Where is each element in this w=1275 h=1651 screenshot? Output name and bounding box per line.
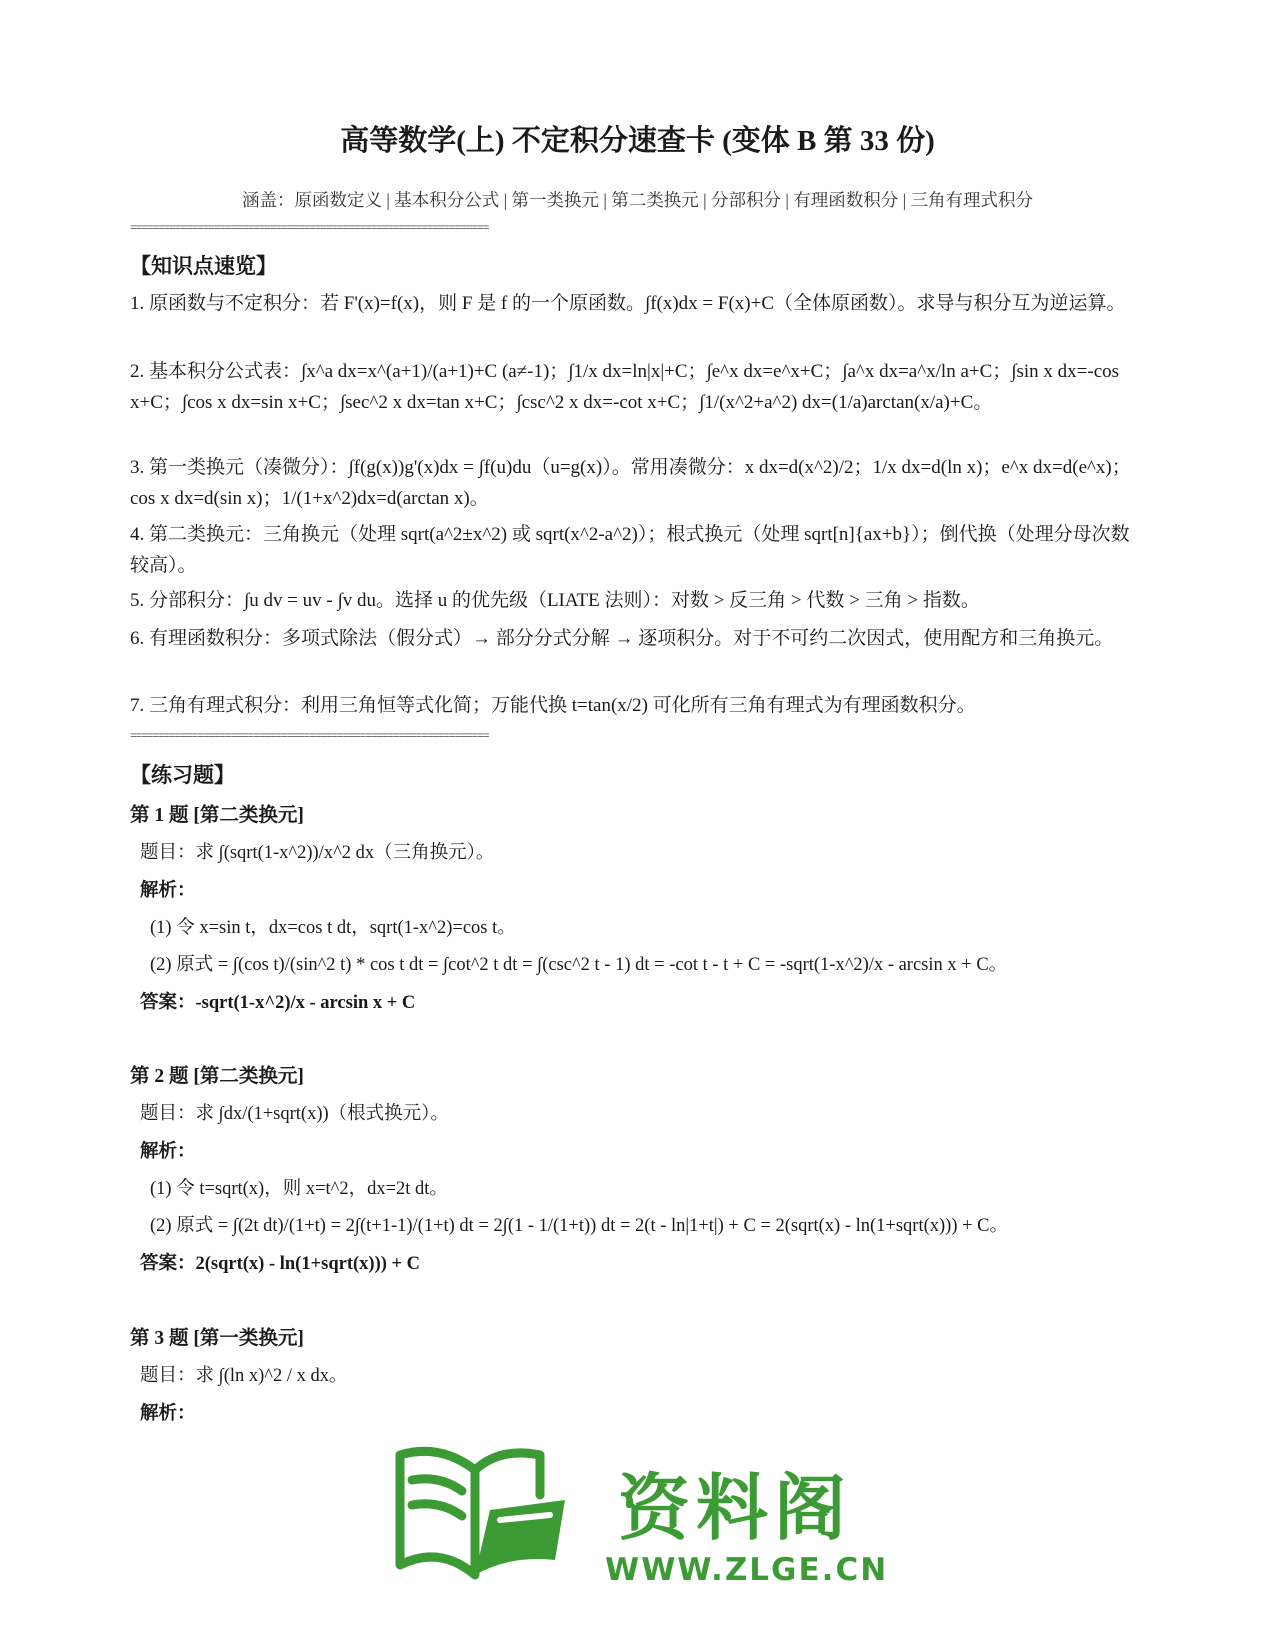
watermark-url: WWW.ZLGE.CN (605, 1552, 889, 1588)
problem-title: 第 1 题 [第二类换元] (130, 805, 304, 826)
analysis-label: 解析： (140, 881, 196, 901)
knowledge-item: 1. 原函数与不定积分：若 F'(x)=f(x)，则 F 是 f 的一个原函数。∫f(x)dx = F(x)+C（全体原函数）。求导与积分互为逆运算。 (130, 293, 1126, 314)
knowledge-item: 7. 三角有理式积分：利用三角恒等式化简；万能代换 t=tan(x/2) 可化所有三角有理式为有理函数积分。 (130, 695, 976, 716)
knowledge-item: 3. 第一类换元（凑微分）：∫f(g(x))g'(x)dx = ∫f(u)du（u=g(x)）。常用凑微分：x dx=d(x^2)/2；1/x dx=d(ln x)；e^x dx=d(e^x)；cos x dx=d(sin x)；1/(1+x^2)dx=d(arctan x)。 (130, 457, 1131, 509)
solution-step: (2) 原式 = ∫(cos t)/(sin^2 t) * cos t dt = ∫cot^2 t dt = ∫(csc^2 t - 1) dt = -cot t - t + C = -sqrt(1-x^2)/x - arcsin x + C。 (150, 955, 1008, 975)
problem-question: 题目：求 ∫(ln x)^2 / x dx。 (140, 1366, 348, 1386)
knowledge-item: 6. 有理函数积分：多项式除法（假分式）→ 部分分式分解 → 逐项积分。对于不可约二次因式，使用配方和三角换元。 (130, 628, 1114, 649)
watermark-logo (400, 1450, 889, 1610)
solution-step: (1) 令 x=sin t，dx=cos t dt，sqrt(1-x^2)=cos t。 (150, 918, 516, 938)
knowledge-item: 5. 分部积分：∫u dv = uv - ∫v du。选择 u 的优先级（LIATE 法则）：对数 > 反三角 > 代数 > 三角 > 指数。 (130, 590, 980, 611)
practice-heading: 【练习题】 (130, 763, 235, 787)
knowledge-heading: 【知识点速览】 (130, 254, 277, 278)
solution-step: (1) 令 t=sqrt(x)，则 x=t^2，dx=2t dt。 (150, 1179, 448, 1199)
problem-title: 第 2 题 [第二类换元] (130, 1066, 304, 1087)
problem-question: 题目：求 ∫(sqrt(1-x^2))/x^2 dx（三角换元）。 (140, 843, 495, 863)
analysis-label: 解析： (140, 1404, 196, 1424)
divider-rule: ================================================================ (130, 223, 489, 235)
book-icon (380, 1425, 580, 1585)
document-subtitle: 涵盖：原函数定义 | 基本积分公式 | 第一类换元 | 第二类换元 | 分部积分 | 有理函数积分 | 三角有理式积分 (241, 190, 1034, 210)
divider-rule: ================================================================ (130, 731, 489, 743)
problem-question: 题目：求 ∫dx/(1+sqrt(x))（根式换元）。 (140, 1104, 449, 1124)
problem-title: 第 3 题 [第一类换元] (130, 1328, 304, 1349)
knowledge-item: 2. 基本积分公式表：∫x^a dx=x^(a+1)/(a+1)+C (a≠-1)；∫1/x dx=ln|x|+C；∫e^x dx=e^x+C；∫a^x dx=a^x/ln a+C；∫sin x dx=-cos x+C；∫cos x dx=sin x+C；∫sec^2 x dx=tan x+C；∫csc^2 x dx=-cot x+C；∫1/(x^2+a^2) dx=(1/a)arctan(x/a)+C。 (130, 361, 1120, 413)
solution-step: (2) 原式 = ∫(2t dt)/(1+t) = 2∫(t+1-1)/(1+t) dt = 2∫(1 - 1/(1+t)) dt = 2(t - ln|1+t|) + C = 2(sqrt(x) - ln(1+sqrt(x))) + C。 (150, 1216, 1009, 1236)
knowledge-item: 4. 第二类换元：三角换元（处理 sqrt(a^2±x^2) 或 sqrt(x^2-a^2)）；根式换元（处理 sqrt[n]{ax+b}）；倒代换（处理分母次数较高）。 (130, 524, 1130, 576)
problem-answer: 答案：2(sqrt(x) - ln(1+sqrt(x))) + C (140, 1254, 421, 1274)
analysis-label: 解析： (140, 1142, 196, 1162)
watermark-name: 资料阁 (618, 1466, 853, 1550)
document-title: 高等数学(上) 不定积分速查卡 (变体 B 第 33 份) (340, 125, 935, 157)
problem-answer: 答案：-sqrt(1-x^2)/x - arcsin x + C (140, 993, 416, 1013)
